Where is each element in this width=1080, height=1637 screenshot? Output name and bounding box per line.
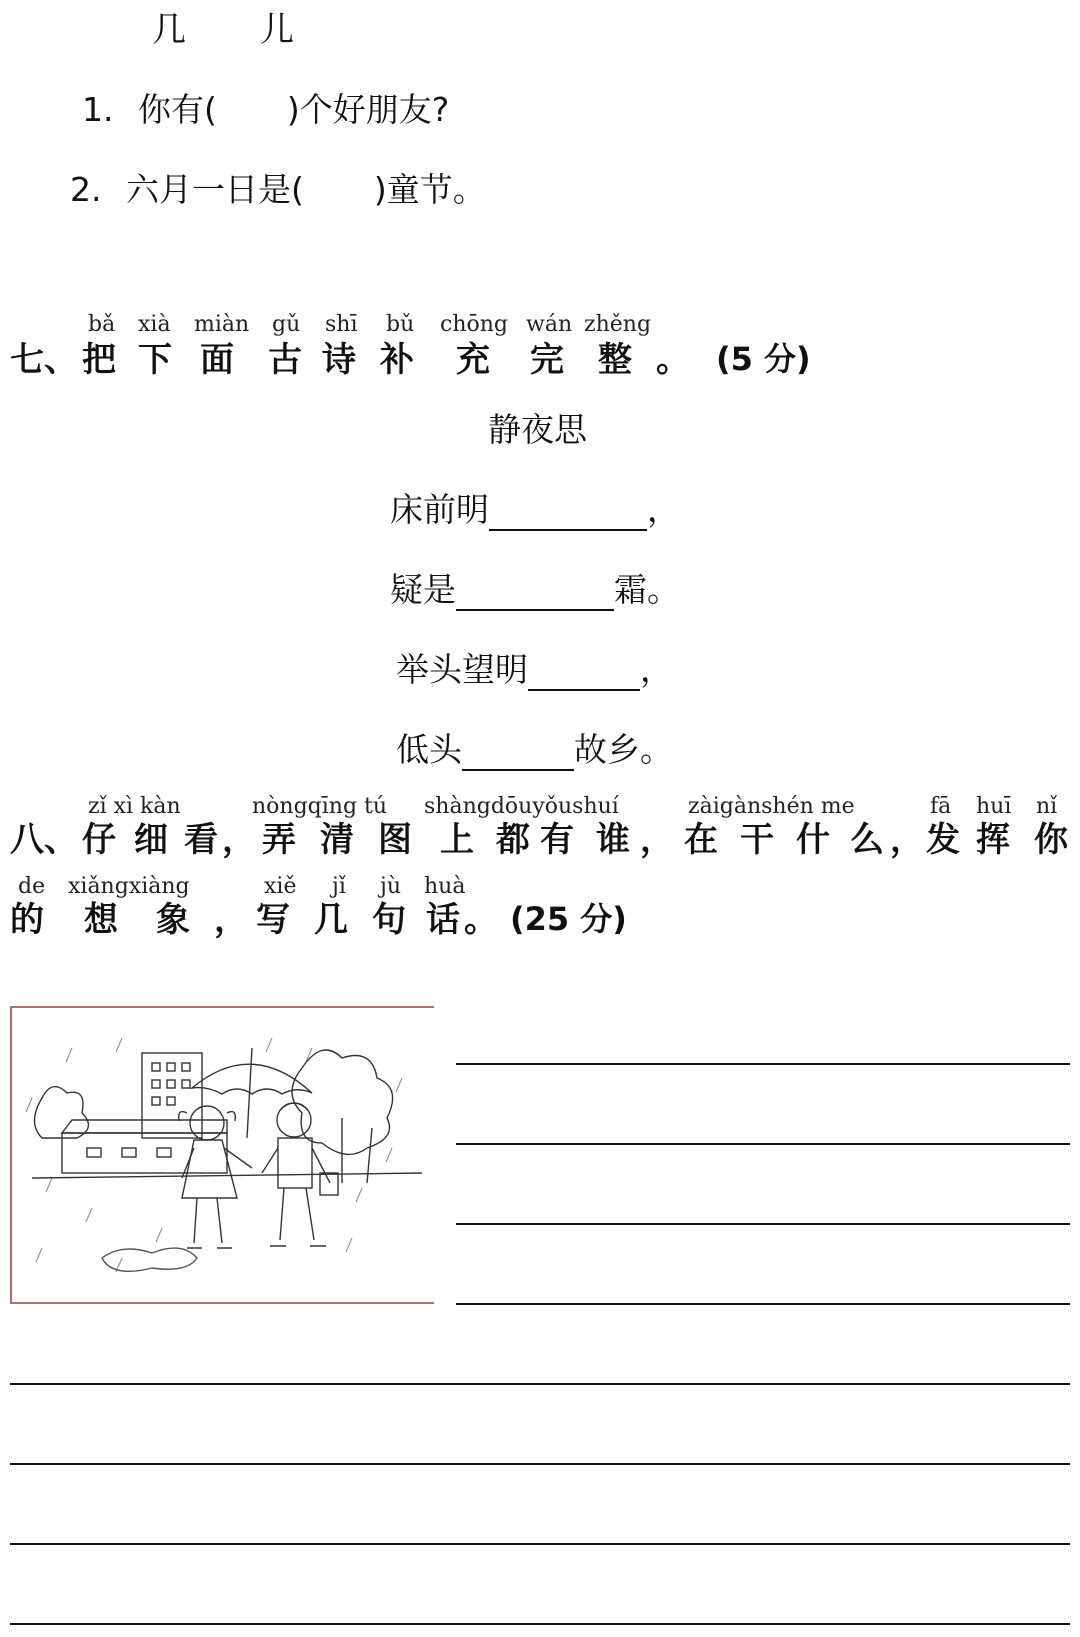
heading-char: 几 — [314, 900, 348, 940]
pinyin: huī — [976, 794, 1012, 819]
question-text-after: )童节。 — [373, 170, 486, 209]
heading-char: 图 — [378, 820, 412, 860]
heading-char: 古 — [268, 340, 302, 380]
heading-char: 充 — [456, 340, 490, 380]
heading-char: 细 — [134, 820, 168, 860]
poem-text: 床前明 — [390, 490, 489, 529]
pinyin: bǔ — [386, 312, 415, 337]
writing-line[interactable] — [456, 1143, 1070, 1145]
writing-line[interactable] — [10, 1463, 1070, 1465]
poem-line-3 — [396, 644, 673, 691]
fill-blank[interactable] — [456, 575, 614, 611]
pinyin: jǐ — [332, 874, 346, 899]
illustration-frame — [10, 1006, 434, 1304]
heading-char: 弄 — [262, 820, 296, 860]
pinyin: nǐ — [1036, 794, 1058, 819]
fill-blank[interactable] — [528, 655, 640, 691]
poem-title: 静夜思 — [488, 410, 587, 449]
writing-line[interactable] — [10, 1543, 1070, 1545]
pinyin: zǐ xì kàn — [88, 794, 181, 819]
heading-char: 整 — [598, 340, 632, 380]
heading-char: 看 — [184, 820, 218, 860]
heading-char: 想 — [84, 900, 118, 940]
heading-punct: ， — [640, 820, 674, 860]
poem-text: 举头望明 — [396, 650, 528, 689]
heading-char: 补 — [380, 340, 414, 380]
heading-char: 仔 — [82, 820, 116, 860]
question-number: 1. — [82, 90, 114, 129]
heading-char: 完 — [530, 340, 564, 380]
heading-char: 干 — [740, 820, 774, 860]
heading-char: 的 — [10, 900, 44, 940]
poem-line-1 — [390, 484, 680, 531]
heading-punct: ， — [214, 900, 248, 940]
heading-punct: ， — [222, 820, 256, 860]
poem-punct: ， — [640, 650, 673, 689]
poem-text: 疑是 — [390, 570, 456, 609]
heading-char: 句 — [372, 900, 406, 940]
heading-char: 什 — [796, 820, 830, 860]
question-text-after: )个好朋友? — [286, 90, 450, 129]
poem-text: 霜。 — [614, 570, 680, 609]
poem-text: 低头 — [396, 730, 462, 769]
poem-text: 故乡。 — [574, 730, 673, 769]
poem-line-4 — [396, 724, 673, 771]
heading-char: 象 — [156, 900, 190, 940]
heading-char: 写 — [256, 900, 290, 940]
pinyin: xià — [138, 312, 171, 337]
score-label: (25 分) — [510, 900, 627, 938]
writing-line[interactable] — [10, 1383, 1070, 1385]
heading-punct: ， — [890, 820, 924, 860]
pinyin: shàngdōuyǒushuí — [424, 794, 619, 819]
heading-char: 在 — [684, 820, 718, 860]
word-choice-2: 儿 — [260, 10, 294, 50]
question-1 — [82, 84, 449, 131]
pinyin: fā — [930, 794, 952, 819]
heading-char: 。 — [656, 340, 690, 380]
fill-blank[interactable] — [462, 735, 574, 771]
heading-char: 面 — [200, 340, 234, 380]
writing-line[interactable] — [456, 1303, 1070, 1305]
heading-punct: 。 — [464, 900, 498, 940]
writing-line[interactable] — [10, 1623, 1070, 1625]
heading-char: 谁 — [596, 820, 630, 860]
heading-char: 发 — [926, 820, 960, 860]
section-number: 八、 — [10, 820, 78, 860]
pinyin: chōng — [440, 312, 508, 337]
pinyin: huà — [424, 874, 466, 899]
question-text-before: 你有( — [138, 90, 217, 129]
pinyin: bǎ — [88, 312, 116, 337]
heading-char: 么 — [850, 820, 884, 860]
writing-line[interactable] — [456, 1063, 1070, 1065]
pinyin: zhěng — [584, 312, 652, 337]
word-choice-1: 几 — [152, 10, 186, 50]
heading-char: 都 — [496, 820, 530, 860]
pinyin: miàn — [194, 312, 250, 337]
heading-char: 上 — [440, 820, 474, 860]
poem-line-2 — [390, 564, 680, 611]
children-umbrella-rain-illustration — [12, 1008, 432, 1302]
heading-char: 下 — [138, 340, 172, 380]
question-number: 2. — [70, 170, 102, 209]
heading-char: 挥 — [976, 820, 1010, 860]
heading-char: 你 — [1034, 820, 1068, 860]
pinyin: nòngqīng tú — [252, 794, 388, 819]
pinyin: xiě — [264, 874, 297, 899]
question-text-before: 六月一日是( — [126, 170, 304, 209]
score-label: (5 分) — [716, 340, 811, 378]
fill-blank[interactable] — [489, 495, 647, 531]
pinyin: de — [18, 874, 46, 899]
heading-char: 把 — [82, 340, 116, 380]
heading-char: 有 — [540, 820, 574, 860]
poem-punct: ， — [647, 490, 680, 529]
pinyin: wán — [526, 312, 573, 337]
section-number: 七、 — [10, 340, 78, 380]
writing-line[interactable] — [456, 1223, 1070, 1225]
heading-char: 清 — [320, 820, 354, 860]
pinyin: shī — [325, 312, 358, 337]
pinyin: gǔ — [272, 312, 301, 337]
pinyin: zàigànshén me — [688, 794, 855, 819]
pinyin: xiǎngxiàng — [68, 874, 190, 899]
question-2 — [70, 164, 486, 211]
heading-char: 话 — [426, 900, 460, 940]
heading-char: 诗 — [322, 340, 356, 380]
pinyin: jù — [380, 874, 401, 899]
